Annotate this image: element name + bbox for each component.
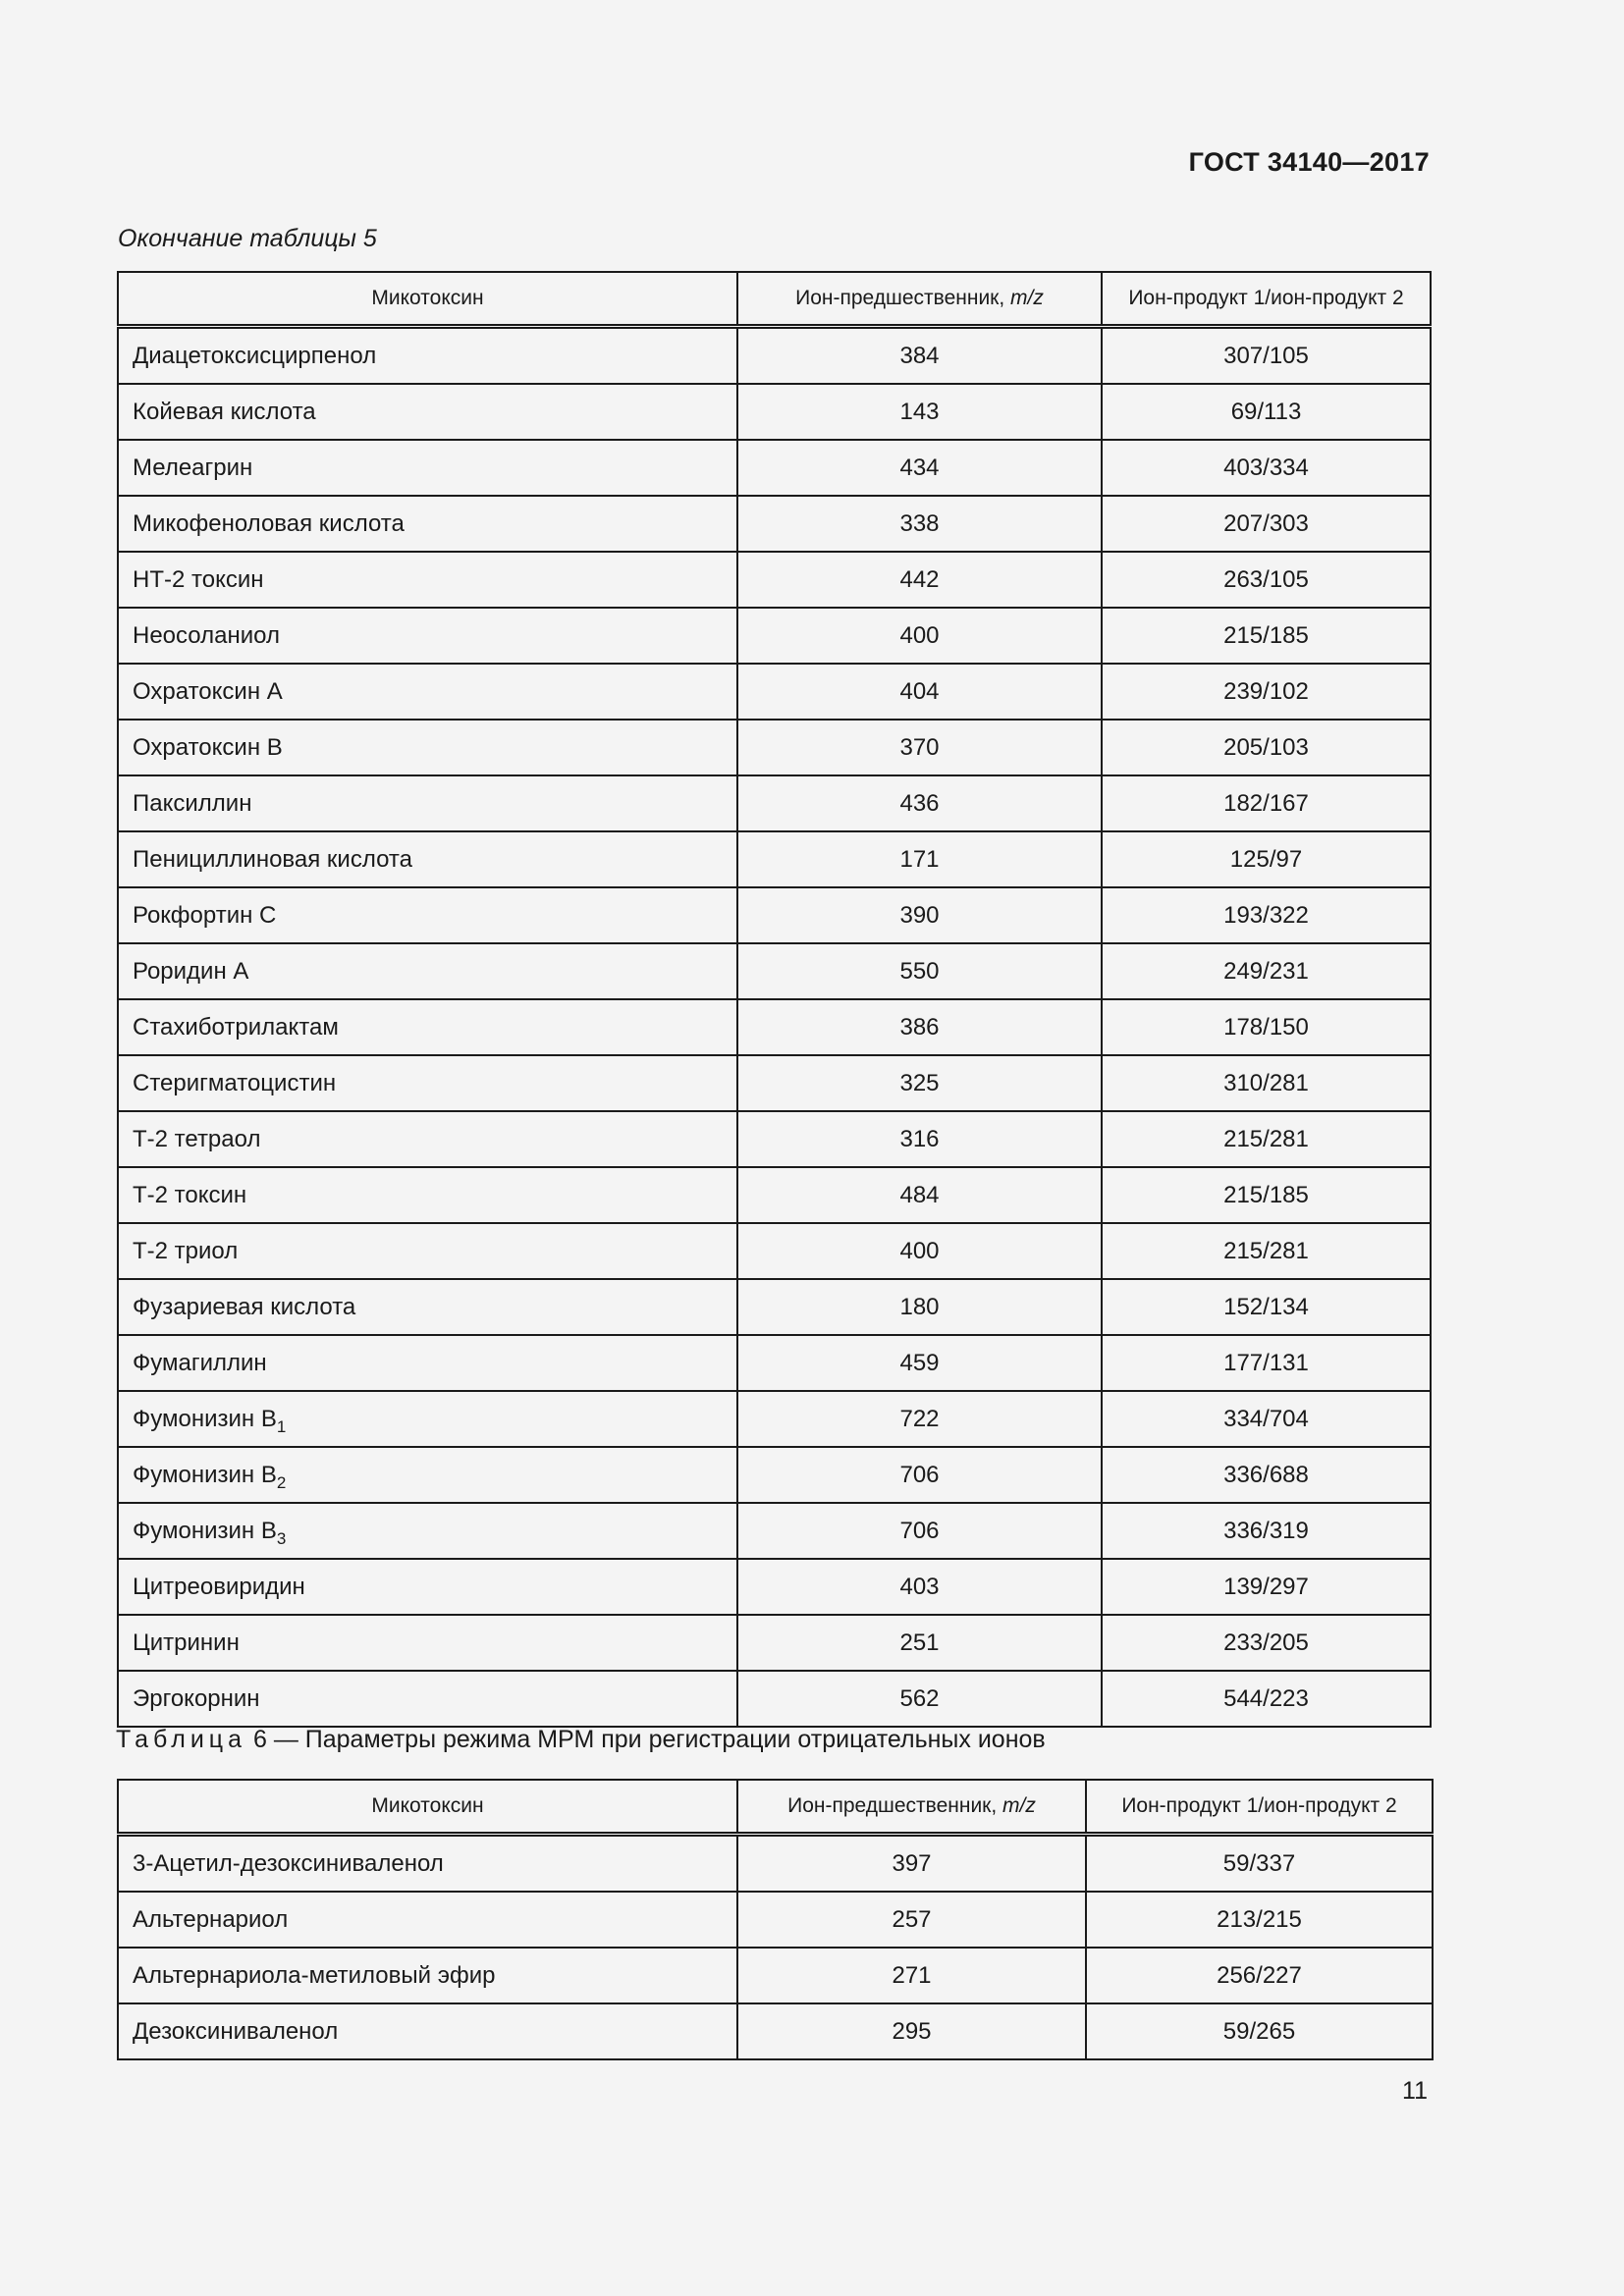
product-ions: 403/334 bbox=[1102, 440, 1431, 496]
precursor-ion: 370 bbox=[737, 720, 1102, 775]
precursor-ion: 171 bbox=[737, 831, 1102, 887]
precursor-ion: 442 bbox=[737, 552, 1102, 608]
product-ions: 182/167 bbox=[1102, 775, 1431, 831]
table-row bbox=[118, 1671, 1431, 1727]
product-ions: 215/281 bbox=[1102, 1223, 1431, 1279]
precursor-ion: 325 bbox=[737, 1055, 1102, 1111]
precursor-ion: 484 bbox=[737, 1167, 1102, 1223]
precursor-ion: 550 bbox=[737, 943, 1102, 999]
product-ions: 177/131 bbox=[1102, 1335, 1431, 1391]
product-ions: 310/281 bbox=[1102, 1055, 1431, 1111]
precursor-ion: 459 bbox=[737, 1335, 1102, 1391]
table-row bbox=[118, 999, 1431, 1055]
table-row bbox=[118, 327, 1431, 385]
mycotoxin-name: Койевая кислота bbox=[118, 384, 737, 440]
product-ions: 233/205 bbox=[1102, 1615, 1431, 1671]
product-ions: 193/322 bbox=[1102, 887, 1431, 943]
product-ions: 249/231 bbox=[1102, 943, 1431, 999]
mycotoxin-name: НТ-2 токсин bbox=[118, 552, 737, 608]
mycotoxin-name: Фумонизин $В_2$ bbox=[118, 1447, 737, 1503]
product-ions: 178/150 bbox=[1102, 999, 1431, 1055]
table5-caption: Окончание таблицы 5 bbox=[118, 225, 377, 252]
precursor-ion: 397 bbox=[737, 1835, 1086, 1893]
col-header-mycotoxin: Микотоксин bbox=[118, 272, 737, 327]
product-ions: 59/265 bbox=[1086, 2003, 1433, 2059]
col-header-precursor: Ион-предшественник, m/z bbox=[737, 272, 1102, 327]
precursor-ion: 400 bbox=[737, 608, 1102, 664]
col-header-product: Ион-продукт 1/ион-продукт 2 bbox=[1102, 272, 1431, 327]
mycotoxin-name: Диацетоксисцирпенол bbox=[118, 327, 737, 385]
mycotoxin-name: Дезоксиниваленол bbox=[118, 2003, 737, 2059]
product-ions: 213/215 bbox=[1086, 1892, 1433, 1948]
table-row bbox=[118, 1167, 1431, 1223]
table-row bbox=[118, 1111, 1431, 1167]
precursor-ion: 562 bbox=[737, 1671, 1102, 1727]
table-row bbox=[118, 775, 1431, 831]
precursor-ion: 251 bbox=[737, 1615, 1102, 1671]
table-row bbox=[118, 1892, 1433, 1948]
table-row bbox=[118, 1835, 1433, 1893]
mycotoxin-name: Т-2 тетраол bbox=[118, 1111, 737, 1167]
mycotoxin-name: Охратоксин В bbox=[118, 720, 737, 775]
table-row bbox=[118, 1335, 1431, 1391]
mycotoxin-name: Фумонизин $В_1$ bbox=[118, 1391, 737, 1447]
precursor-ion: 706 bbox=[737, 1503, 1102, 1559]
product-ions: 336/319 bbox=[1102, 1503, 1431, 1559]
table-row bbox=[118, 887, 1431, 943]
product-ions: 307/105 bbox=[1102, 327, 1431, 385]
mycotoxin-name: Альтернариола-метиловый эфир bbox=[118, 1948, 737, 2003]
table-row bbox=[118, 496, 1431, 552]
table-row bbox=[118, 1223, 1431, 1279]
table-row bbox=[118, 831, 1431, 887]
product-ions: 59/337 bbox=[1086, 1835, 1433, 1893]
table-row bbox=[118, 2003, 1433, 2059]
precursor-ion: 722 bbox=[737, 1391, 1102, 1447]
mycotoxin-name: Фумонизин $В_3$ bbox=[118, 1503, 737, 1559]
mycotoxin-name: Мелеагрин bbox=[118, 440, 737, 496]
table-row bbox=[118, 552, 1431, 608]
precursor-ion: 295 bbox=[737, 2003, 1086, 2059]
mycotoxin-name: Охратоксин А bbox=[118, 664, 737, 720]
product-ions: 334/704 bbox=[1102, 1391, 1431, 1447]
product-ions: 205/103 bbox=[1102, 720, 1431, 775]
precursor-ion: 403 bbox=[737, 1559, 1102, 1615]
table-row bbox=[118, 384, 1431, 440]
precursor-ion: 143 bbox=[737, 384, 1102, 440]
product-ions: 69/113 bbox=[1102, 384, 1431, 440]
product-ions: 256/227 bbox=[1086, 1948, 1433, 2003]
mycotoxin-name: Эргокорнин bbox=[118, 1671, 737, 1727]
mycotoxin-name: Т-2 токсин bbox=[118, 1167, 737, 1223]
product-ions: 152/134 bbox=[1102, 1279, 1431, 1335]
precursor-ion: 390 bbox=[737, 887, 1102, 943]
mycotoxin-name: Стахиботрилактам bbox=[118, 999, 737, 1055]
precursor-ion: 316 bbox=[737, 1111, 1102, 1167]
col-header-mycotoxin: Микотоксин bbox=[118, 1780, 737, 1835]
mycotoxin-name: Неосоланиол bbox=[118, 608, 737, 664]
precursor-ion: 271 bbox=[737, 1948, 1086, 2003]
table-row bbox=[118, 1559, 1431, 1615]
table-row bbox=[118, 1615, 1431, 1671]
mycotoxin-name: 3-Ацетил-дезоксиниваленол bbox=[118, 1835, 737, 1893]
table-row bbox=[118, 608, 1431, 664]
precursor-ion: 386 bbox=[737, 999, 1102, 1055]
table-row bbox=[118, 1503, 1431, 1559]
mycotoxin-name: Цитреовиридин bbox=[118, 1559, 737, 1615]
table-row bbox=[118, 1279, 1431, 1335]
product-ions: 544/223 bbox=[1102, 1671, 1431, 1727]
mycotoxin-name: Пенициллиновая кислота bbox=[118, 831, 737, 887]
precursor-ion: 436 bbox=[737, 775, 1102, 831]
mycotoxin-name: Стеригматоцистин bbox=[118, 1055, 737, 1111]
table-row bbox=[118, 440, 1431, 496]
product-ions: 215/281 bbox=[1102, 1111, 1431, 1167]
product-ions: 263/105 bbox=[1102, 552, 1431, 608]
table-row bbox=[118, 664, 1431, 720]
table5-header-row bbox=[118, 272, 1431, 327]
precursor-ion: 706 bbox=[737, 1447, 1102, 1503]
product-ions: 125/97 bbox=[1102, 831, 1431, 887]
product-ions: 139/297 bbox=[1102, 1559, 1431, 1615]
precursor-ion: 257 bbox=[737, 1892, 1086, 1948]
mycotoxin-name: Рокфортин С bbox=[118, 887, 737, 943]
table5 bbox=[117, 271, 1432, 1728]
product-ions: 207/303 bbox=[1102, 496, 1431, 552]
table-row bbox=[118, 1948, 1433, 2003]
page-number: 11 bbox=[1402, 2077, 1428, 2105]
mycotoxin-name: Альтернариол bbox=[118, 1892, 737, 1948]
table6-caption: Таблица 6 — Параметры режима МРМ при регистрации отрицательных ионов bbox=[116, 1726, 1046, 1753]
product-ions: 215/185 bbox=[1102, 1167, 1431, 1223]
table-row bbox=[118, 1447, 1431, 1503]
col-header-product: Ион-продукт 1/ион-продукт 2 bbox=[1086, 1780, 1433, 1835]
precursor-ion: 434 bbox=[737, 440, 1102, 496]
table-row bbox=[118, 943, 1431, 999]
document-code: ГОСТ 34140—2017 bbox=[1188, 147, 1430, 177]
mycotoxin-name: Паксиллин bbox=[118, 775, 737, 831]
mycotoxin-name: Т-2 триол bbox=[118, 1223, 737, 1279]
product-ions: 239/102 bbox=[1102, 664, 1431, 720]
precursor-ion: 180 bbox=[737, 1279, 1102, 1335]
table-row bbox=[118, 1391, 1431, 1447]
product-ions: 336/688 bbox=[1102, 1447, 1431, 1503]
mycotoxin-name: Фузариевая кислота bbox=[118, 1279, 737, 1335]
table6 bbox=[117, 1779, 1434, 2060]
table5-body bbox=[118, 327, 1431, 1728]
product-ions: 215/185 bbox=[1102, 608, 1431, 664]
table-row bbox=[118, 720, 1431, 775]
precursor-ion: 338 bbox=[737, 496, 1102, 552]
mycotoxin-name: Микофеноловая кислота bbox=[118, 496, 737, 552]
precursor-ion: 384 bbox=[737, 327, 1102, 385]
precursor-ion: 404 bbox=[737, 664, 1102, 720]
mycotoxin-name: Фумагиллин bbox=[118, 1335, 737, 1391]
mycotoxin-name: Цитринин bbox=[118, 1615, 737, 1671]
mycotoxin-name: Роридин А bbox=[118, 943, 737, 999]
col-header-precursor: Ион-предшественник, m/z bbox=[737, 1780, 1086, 1835]
precursor-ion: 400 bbox=[737, 1223, 1102, 1279]
table6-body bbox=[118, 1835, 1433, 2060]
table-row bbox=[118, 1055, 1431, 1111]
table6-header-row bbox=[118, 1780, 1433, 1835]
